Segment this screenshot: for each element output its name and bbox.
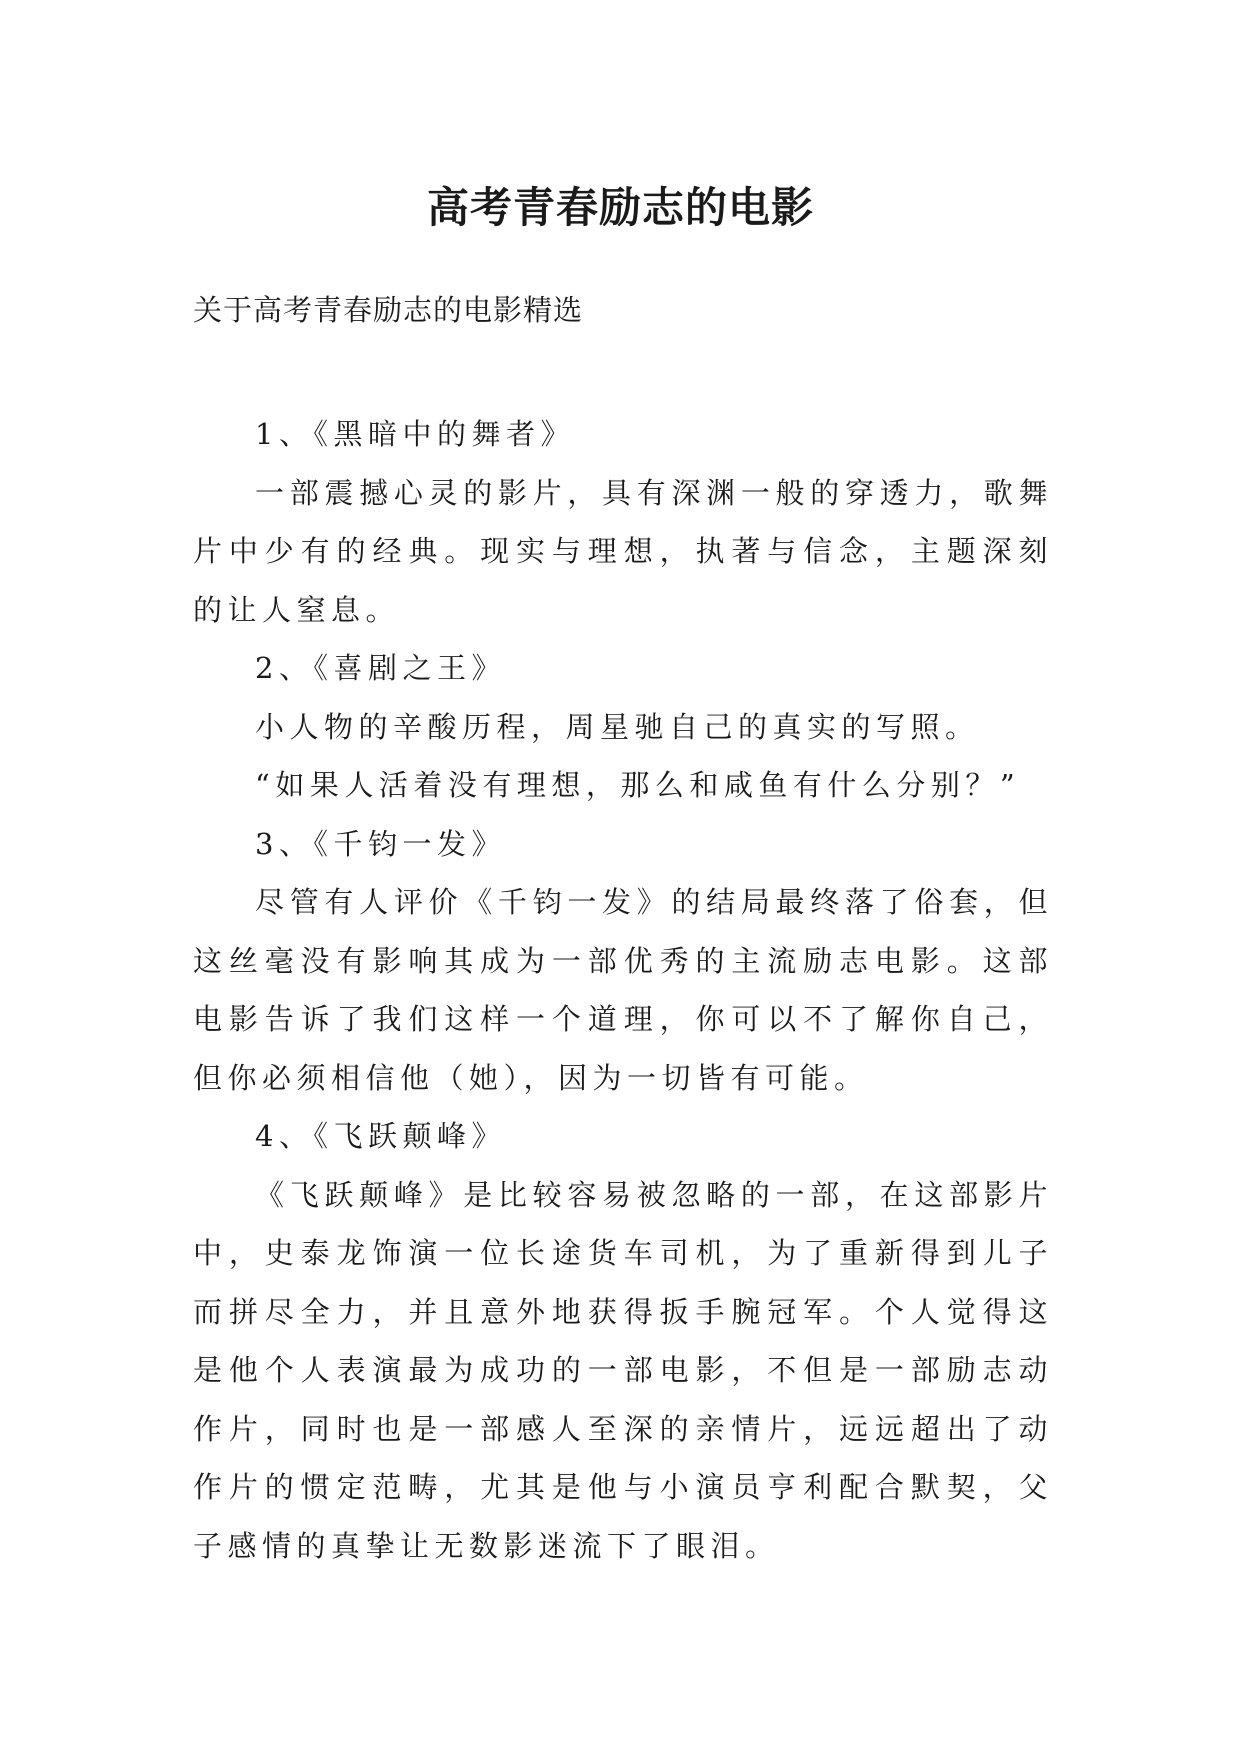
paragraph: 《飞跃颠峰》是比较容易被忽略的一部，在这部影片中，史泰龙饰演一位长途货车司机，为了重新得到儿子而拼尽全力，并且意外地获得扳手腕冠军。个人觉得这是他个人表演最为成功的一部电影，不但是一部励志动作片，同时也是一部感人至深的亲情片，远远超出了动作片的惯定范畴，尤其是他与小演员亨利配合默契，父子感情的真挚让无数影迷流下了眼泪。 (193, 1177, 1053, 1563)
paragraph-heading-3: 3、《千钧一发》 (255, 826, 506, 861)
document-subtitle: 关于高考青春励志的电影精选 (193, 293, 584, 327)
paragraph-heading-2: 2、《喜剧之王》 (255, 651, 506, 685)
document-body (193, 405, 1053, 1575)
paragraph-heading-4: 4、《飞跃颠峰》 (255, 1119, 506, 1153)
paragraph: 尽管有人评价《千钧一发》的结局最终落了俗套，但这丝毫没有影响其成为一部优秀的主流励志电影。这部电影告诉了我们这样一个道理，你可以不了解你自己，但你必须相信他（她），因为一切皆有可能。 (193, 885, 1053, 1095)
paragraph-heading-1: 1、《黑暗中的舞者》 (255, 417, 575, 451)
paragraph: 一部震撼心灵的影片，具有深渊一般的穿透力，歌舞片中少有的经典。现实与理想，执著与信念，主题深刻的让人窒息。 (193, 475, 1053, 627)
paragraph-quote: “如果人活着没有理想，那么和咸鱼有什么分别？” (255, 768, 1021, 802)
paragraph: 小人物的辛酸历程，周星驰自己的真实的写照。 (255, 709, 980, 744)
page-title: 高考青春励志的电影 (426, 183, 814, 233)
